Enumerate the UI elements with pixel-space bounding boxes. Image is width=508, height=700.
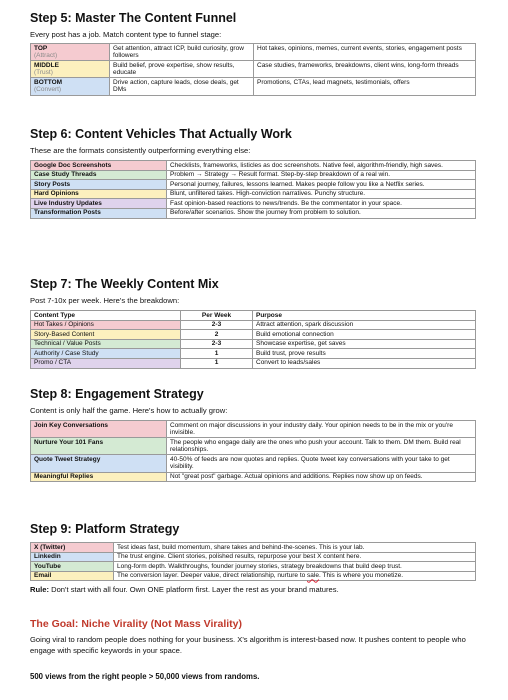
platform-name: X (Twitter) xyxy=(31,543,114,553)
step6-title: Step 6: Content Vehicles That Actually Work xyxy=(30,127,292,141)
column-header: Content Type xyxy=(31,311,181,321)
funnel-stage: BOTTOM xyxy=(34,78,63,86)
goal-final: 500 views from the right people > 50,000 views from randoms. xyxy=(30,672,260,681)
table-row xyxy=(31,438,476,455)
vehicles-table xyxy=(30,160,476,219)
step7-title: Step 7: The Weekly Content Mix xyxy=(30,277,219,291)
platform-desc xyxy=(114,571,476,581)
funnel-stage-cell xyxy=(31,78,110,95)
funnel-stage-sub: (Convert) xyxy=(34,86,62,94)
per-week: 2 xyxy=(181,330,253,340)
table-row xyxy=(31,339,476,349)
goal-paragraph: Going viral to random people does nothing for your business. X's algorithm is interest-based now. It pushes content to people who engage with specific keywords in your space. xyxy=(30,635,466,655)
funnel-content: Hot takes, opinions, memes, current events, stories, engagement posts xyxy=(254,44,476,61)
engagement-name: Join Key Conversations xyxy=(31,421,167,438)
table-row xyxy=(31,199,476,209)
platform-rule xyxy=(30,585,476,595)
column-header: Purpose xyxy=(253,311,476,321)
vehicle-name: Live Industry Updates xyxy=(31,199,167,209)
step8-intro: Content is only half the game. Here's how to actually grow: xyxy=(30,406,228,415)
table-row xyxy=(31,61,476,78)
spellcheck-word: sale xyxy=(307,572,319,580)
purpose: Convert to leads/sales xyxy=(253,358,476,368)
table-row xyxy=(31,180,476,190)
per-week: 1 xyxy=(181,358,253,368)
vehicle-name: Case Study Threads xyxy=(31,170,167,180)
platform-name: YouTube xyxy=(31,562,114,572)
per-week: 2-3 xyxy=(181,320,253,330)
funnel-stage-sub: (Attract) xyxy=(34,52,58,60)
funnel-stage-cell xyxy=(31,44,110,61)
platform-desc: The trust engine. Client stories, polished results, repurpose your best X content here. xyxy=(114,552,476,562)
table-row xyxy=(31,552,476,562)
goal-section xyxy=(30,618,476,682)
step9-title: Step 9: Platform Strategy xyxy=(30,522,180,536)
table-row xyxy=(31,543,476,553)
step7-section xyxy=(30,277,476,369)
vehicle-name: Story Posts xyxy=(31,180,167,190)
platform-desc: Long-form depth. Walkthroughs, founder journey stories, strategy breakdowns that build deep trust. xyxy=(114,562,476,572)
vehicle-name: Google Doc Screenshots xyxy=(31,161,167,171)
platform-name: Email xyxy=(31,571,114,581)
table-row xyxy=(31,170,476,180)
table-row xyxy=(31,421,476,438)
rule-text: Don't start with all four. Own ONE platform first. Layer the rest as your brand matures. xyxy=(48,585,339,595)
vehicle-desc: Checklists, frameworks, listicles as doc screenshots. Native feel, algorithm-friendly, high saves. xyxy=(167,161,476,171)
step9-section xyxy=(30,522,476,595)
funnel-content: Case studies, frameworks, breakdowns, client wins, long-form threads xyxy=(254,61,476,78)
engagement-name: Quote Tweet Strategy xyxy=(31,455,167,472)
table-row xyxy=(31,472,476,482)
funnel-table xyxy=(30,43,476,96)
platform-desc: Test ideas fast, build momentum, share takes and behind-the-scenes. This is your lab. xyxy=(114,543,476,553)
table-row xyxy=(31,358,476,368)
funnel-stage: TOP xyxy=(34,44,48,52)
table-row xyxy=(31,562,476,572)
step8-title: Step 8: Engagement Strategy xyxy=(30,387,204,401)
step5-intro: Every post has a job. Match content type to funnel stage: xyxy=(30,30,222,39)
purpose: Build trust, prove results xyxy=(253,349,476,359)
table-row xyxy=(31,189,476,199)
table-row xyxy=(31,455,476,472)
vehicle-desc: Blunt, unfiltered takes. High-conviction narratives. Punchy structure. xyxy=(167,189,476,199)
step7-intro: Post 7-10x per week. Here's the breakdown: xyxy=(30,296,180,305)
vehicle-name: Transformation Posts xyxy=(31,208,167,218)
goal-title: The Goal: Niche Virality (Not Mass Virality) xyxy=(30,618,243,630)
purpose: Attract attention, spark discussion xyxy=(253,320,476,330)
step8-section xyxy=(30,387,476,482)
engagement-desc: Not "great post" garbage. Actual opinions and additions. Replies now show up on feeds. xyxy=(167,472,476,482)
content-type: Technical / Value Posts xyxy=(31,339,181,349)
funnel-goal: Get attention, attract ICP, build curiosity, grow followers xyxy=(110,44,254,61)
funnel-goal: Drive action, capture leads, close deals, get DMs xyxy=(110,78,254,95)
table-row xyxy=(31,330,476,340)
table-row xyxy=(31,44,476,61)
purpose: Build emotional connection xyxy=(253,330,476,340)
platform-name: Linkedin xyxy=(31,552,114,562)
per-week: 1 xyxy=(181,349,253,359)
content-type: Story-Based Content xyxy=(31,330,181,340)
funnel-stage-cell xyxy=(31,61,110,78)
funnel-stage: MIDDLE xyxy=(34,61,59,69)
table-row xyxy=(31,349,476,359)
step5-section xyxy=(30,11,476,96)
column-header: Per Week xyxy=(181,311,253,321)
funnel-stage-sub: (Trust) xyxy=(34,69,53,77)
engagement-name: Meaningful Replies xyxy=(31,472,167,482)
engagement-desc: The people who engage daily are the ones who push your account. Talk to them. DM them. Build real relationships. xyxy=(167,438,476,455)
engagement-name: Nurture Your 101 Fans xyxy=(31,438,167,455)
engagement-desc: Comment on major discussions in your industry daily. Your opinion needs to be in the mix or you're invisible. xyxy=(167,421,476,438)
table-row xyxy=(31,208,476,218)
engagement-table xyxy=(30,420,476,482)
content-type: Promo / CTA xyxy=(31,358,181,368)
table-row xyxy=(31,161,476,171)
vehicle-desc: Before/after scenarios. Show the journey from problem to solution. xyxy=(167,208,476,218)
vehicle-name: Hard Opinions xyxy=(31,189,167,199)
step6-section xyxy=(30,127,476,219)
funnel-goal: Build belief, prove expertise, show results, educate xyxy=(110,61,254,78)
per-week: 2-3 xyxy=(181,339,253,349)
vehicle-desc: Personal journey, failures, lessons learned. Makes people follow you like a Netflix series. xyxy=(167,180,476,190)
funnel-content: Promotions, CTAs, lead magnets, testimonials, offers xyxy=(254,78,476,95)
table-row xyxy=(31,78,476,95)
engagement-desc: 40-50% of feeds are now quotes and replies. Quote tweet key conversations with your take to get visibility. xyxy=(167,455,476,472)
platform-desc-part: The conversion layer. Deeper value, direct relationship, nurture to xyxy=(117,572,308,580)
weekly-mix-table xyxy=(30,310,476,369)
vehicle-desc: Problem → Strategy → Result format. Step-by-step breakdown of a real win. xyxy=(167,170,476,180)
table-row xyxy=(31,571,476,581)
content-type: Authority / Case Study xyxy=(31,349,181,359)
platform-desc-part: . This is where you monetize. xyxy=(318,572,404,580)
vehicle-desc: Fast opinion-based reactions to news/trends. Be the commentator in your space. xyxy=(167,199,476,209)
table-row xyxy=(31,320,476,330)
table-header-row xyxy=(31,311,476,321)
step5-title: Step 5: Master The Content Funnel xyxy=(30,11,237,25)
purpose: Showcase expertise, get saves xyxy=(253,339,476,349)
platform-table xyxy=(30,542,476,581)
step6-intro: These are the formats consistently outperforming everything else: xyxy=(30,146,251,155)
content-type: Hot Takes / Opinions xyxy=(31,320,181,330)
rule-label: Rule: xyxy=(30,585,49,595)
